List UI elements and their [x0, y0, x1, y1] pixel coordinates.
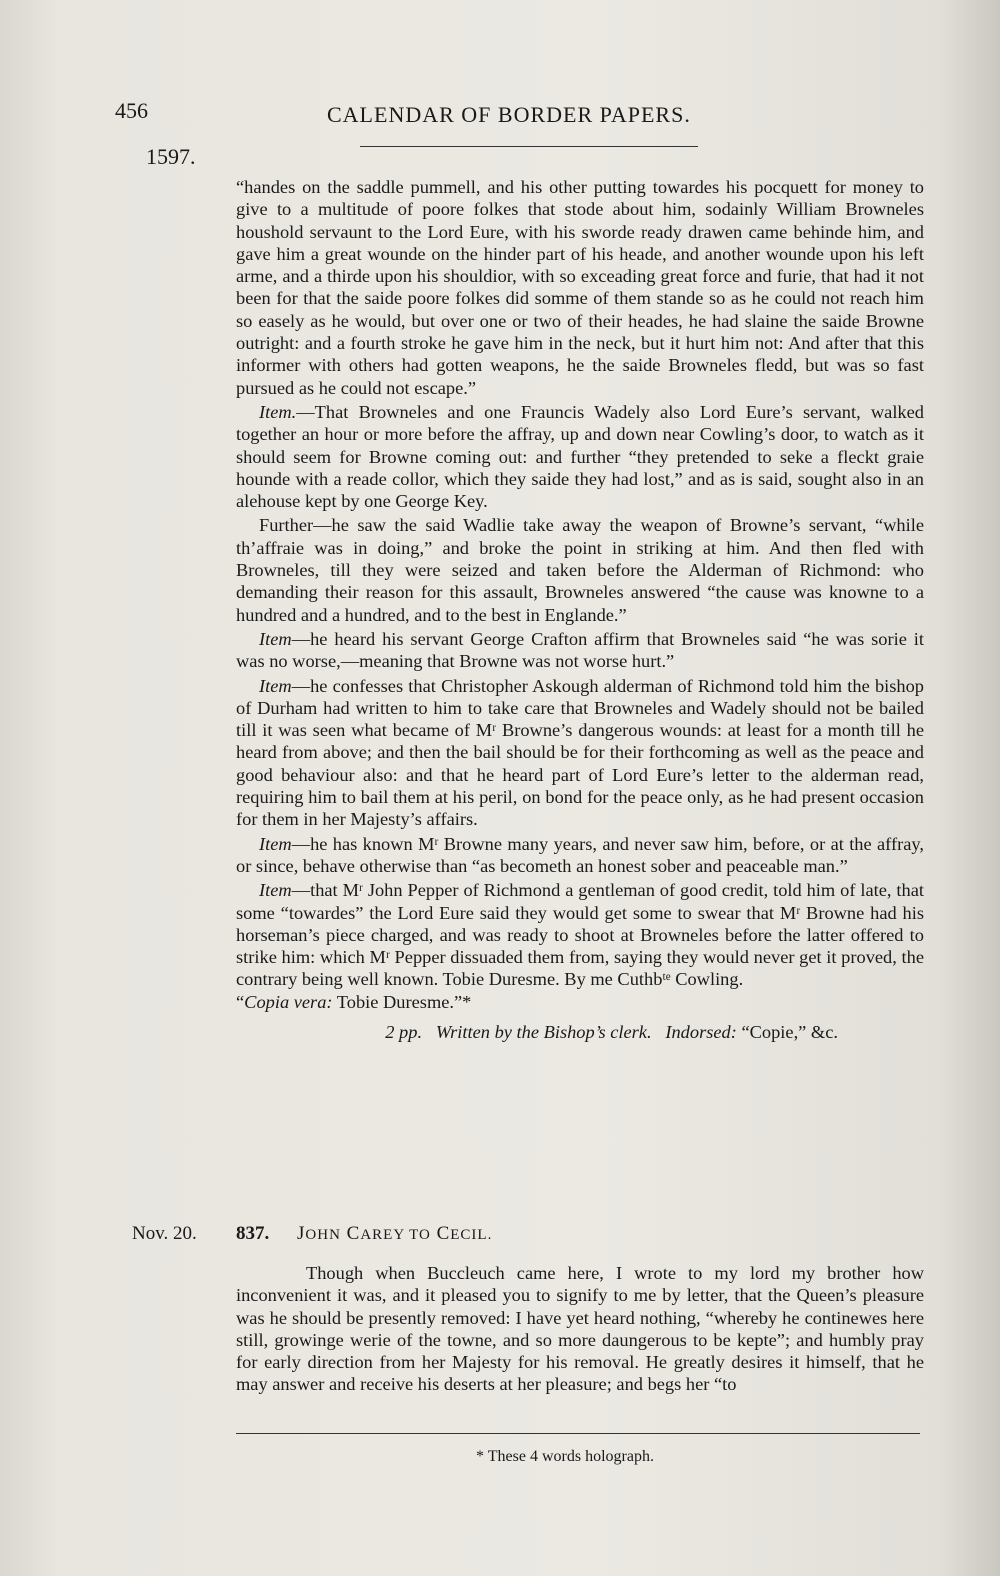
title-small: OHN: [305, 1227, 341, 1243]
title-cap: C: [436, 1223, 451, 1244]
margin-year: 1597.: [146, 144, 196, 169]
paragraph: [236, 628, 924, 673]
footnote: * These 4 words holograph.: [476, 1448, 654, 1465]
paragraph-text: —That Browneles and one Frauncis Wadely also Lord Eure’s servant, walked together an hour or more before the affray, up and down near Cowling’s door, to watch as it should seem for Browne coming out: and further “they pretended to seke a fleckt graie hounde with a reade collor, which they saide they had lost,” and as is said, sought also in an alehouse kept by one George Key.: [236, 401, 924, 512]
title-small: AREY TO: [360, 1227, 431, 1243]
page-number: 456: [115, 98, 148, 123]
paragraph: [236, 675, 924, 831]
entry-date: Nov. 20.: [132, 1223, 197, 1244]
paragraph: [236, 401, 924, 512]
copia-vera: Copia vera:: [244, 991, 333, 1012]
item-lead: Item: [259, 880, 292, 901]
title-cap: J: [297, 1223, 306, 1244]
entry-body: [236, 1262, 924, 1396]
item-lead: Item.: [259, 401, 297, 422]
item-lead: Item: [259, 833, 292, 854]
document-note: [236, 1021, 924, 1043]
footnote-rule: [236, 1433, 920, 1434]
paragraph: Though when Buccleuch came here, I wrote to my lord my brother how inconvenient it was, and it pleased you to signify to me by letter, that the Queen’s pleasure was he should be presently removed: I have yet heard nothing, “whereby he continewes here still, growinge werie of the towne, and so more daungerous to be kepte”; and humbly pray for early direction from her Majesty for his removal. He greatly desires it himself, that he may answer and receive his deserts at her pleasure; and begs her “to: [236, 1263, 924, 1395]
quote-mark: “: [236, 991, 245, 1012]
paragraph: “handes on the saddle pummell, and his other putting towardes his pocquett for money to give to a multitude of poore folkes that stode about him, sodainly William Browneles houshold servaunt to the Lord Eure, with his sworde ready drawen came behinde him, and gave him a great wounde on the hinder part of his heade, and another wounde upon his left arme, and a thirde upon his shouldior, with so exceading great force and furie, that had it not been for that the saide poore folkes did somme of them stande so as he could not reach him so easely as he would, but over one or two of their heades, he had slaine the saide Browne outright: and a fourth stroke he gave him in the neck, but it hurt him not: And after that this informer with others had gotten weapons, he the saide Browneles fledd, but was so fast pursued as he could not escape.”: [236, 177, 924, 398]
title-small: ECIL.: [450, 1227, 493, 1243]
header-rule: [360, 146, 698, 147]
item-lead: Item: [259, 675, 292, 696]
item-lead: Item: [259, 628, 292, 649]
entry-title: [297, 1223, 492, 1245]
signature-text: Tobie Duresme.”*: [332, 991, 472, 1012]
paragraph-text: —that Mʳ John Pepper of Richmond a gentleman of good credit, told him of late, that some “towardes” the Lord Eure said they would get some to swear that Mʳ Browne had his horseman’s piece charged, and was ready to shoot at Browneles before the latter offered to strike him: which Mʳ Pepper dissuaded them from, saying they would never get it proved, the contrary being well known. Tobie Duresme. By me Cuthbᵗᵉ Cowling.: [236, 880, 924, 990]
paragraph: Further—he saw the said Wadlie take away the weapon of Browne’s servant, “while th’affraie was in doing,” and broke the point in striking at him. And then fled with Browneles, till they were seized and taken before the Alderman of Richmond: who demanding their reason for this assault, Browneles answered “the cause was knowne to a hundred and a hundred, and to the best in Englande.”: [236, 515, 924, 625]
note-pages: 2 pp.: [385, 1021, 423, 1042]
title-cap: C: [346, 1223, 361, 1244]
note-written: Written by the Bishop’s clerk.: [435, 1021, 652, 1042]
note-copie: “Copie,” &c.: [736, 1021, 838, 1042]
paragraph: [236, 833, 924, 878]
paragraph-text: —he confesses that Christopher Askough alderman of Richmond told him the bishop of Durham had written to him to take care that Browneles and Wadely should not be bailed till it was seen what became of Mʳ Browne’s dangerous wounds: at least for a month till he heard from above; and then the bail should be for their forthcoming as well as the peace and good behaviour also: and that he heard part of Lord Eure’s letter to the alderman read, requiring him to bail them at his peril, on bond for the peace only, as he had present occasion for them in her Majesty’s affairs.: [236, 675, 924, 830]
note-indorsed: Indorsed:: [665, 1021, 737, 1042]
entry-number: 837.: [236, 1223, 270, 1244]
paragraph-text: —he heard his servant George Crafton affirm that Browneles said “he was sorie it was no worse,—meaning that Browne was not worse hurt.”: [236, 628, 924, 672]
document-body: [236, 176, 924, 1043]
paragraph-text: —he has known Mʳ Browne many years, and never saw him, before, or at the affray, or since, behave otherwise than “as becometh an honest sober and peaceable man.”: [236, 833, 924, 876]
paragraph: [236, 879, 924, 1013]
running-title: CALENDAR OF BORDER PAPERS.: [327, 102, 691, 127]
